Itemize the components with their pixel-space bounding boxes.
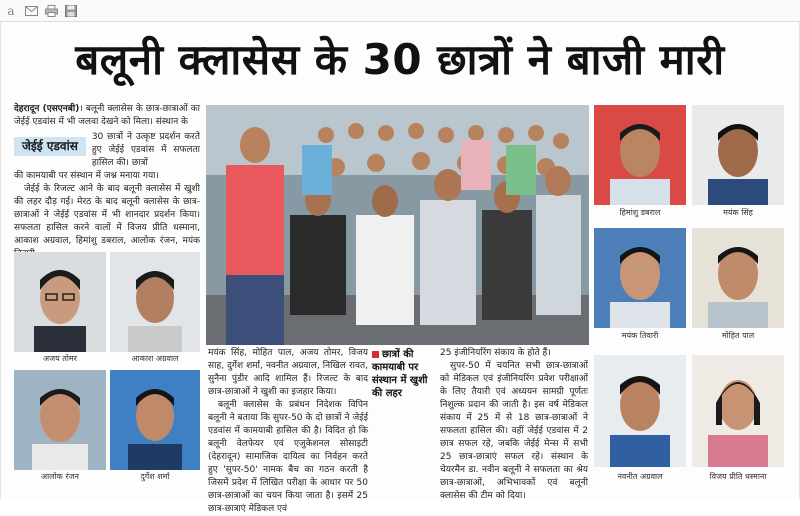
save-icon[interactable] [63,4,79,18]
photo-caption: मयंक सिंह [723,208,753,217]
portrait-photo [594,355,686,467]
dateline: देहरादून (एसएनबी) [14,104,80,114]
middle-column-text [208,347,368,516]
portrait-photo [110,370,200,470]
right-para2: सुपर-50 में चयनित सभी छात्र-छात्राओं को मेडिकल एवं इंजीनियरिंग प्रवेश परीक्षाओं के लिए तैयारी एवं अध्ययन सामग्री पूर्णतः निशुल्क प्रदान की जाती है। इस वर्ष मेडिकल संकाय में 25 में से 18 छात्र-छात्राओं ने सफलता हासिल की। वहीं जेईई एडवांस में 2 छात्र सफल रहे, जबकि जेईई मेन्स में सभी 25 छात्र-छात्राएं सफल रहे। संस्थान के चेयरमैन डा. नवीन बलूनी ने सफलता का श्रेय छात्र-छात्राओं, अभिभावकों एवं बलूनी क्लासेस की टीम को दिया। [440,361,588,501]
portrait-photo [692,355,784,467]
photo-caption: आलोक रंजन [40,472,79,481]
portrait-photo [110,252,200,352]
mail-icon[interactable] [23,4,39,18]
badge-side-text: 30 छात्रों ने उत्कृष्ट प्रदर्शन करते हुए जेईई एडवांस में सफलता हासिल की। छात्रों [91,132,200,168]
photo-caption: नवनीत अग्रवाल [617,472,663,481]
portrait-photo [594,105,686,205]
group-celebration-photo [206,105,589,345]
intro-text: । बलूनी क्लासेस के छात्र-छात्राओं का जेईई एडवांस में भी जलवा देखने को मिला। संस्थान के [14,104,200,127]
jee-advance-badge: जेईई एडवांस [14,137,86,156]
portrait-photo [14,252,106,352]
middle-para1: मयंक सिंह, मोहित पाल, अजय तोमर, विजय साह, दुर्गेश शर्मा, नवनीत अग्रवाल, निखिल रावत, सुनैना पुंडीर आदि शामिल हैं। रिजल्ट के बाद छात्र-छात्राओं ने खुशी का इजहार किया। [208,348,368,397]
photo-caption: विजय प्रीति धस्माना [709,472,767,481]
middle-para2: बलूनी क्लासेस के प्रबंधन निदेशक विपिन बलूनी ने बताया कि सुपर-50 के दो छात्रों ने जेईई एडवांस में कामयाबी हासिल की है। विदित हो कि बलूनी वेलफेयर एवं एजुकेशनल सोसाइटी (देहरादून) सामाजिक दायित्व का निर्वहन करते हुए 'सुपर-50' नामक बैच का गठन करती है जिसमें प्रदेश में लिखित परीक्षा के आधार पर 50 छात्र-छात्राओं का चयन किया जाता है। इसमें 25 छात्र-छात्राएं मेडिकल एवं [208,400,368,514]
pull-quote-text: छात्रों की कामयाबी पर संस्थान में खुशी की लहर [372,349,428,399]
right-para1: 25 इंजीनियरिंग संकाय के होते हैं। [440,348,551,358]
pull-quote [372,348,436,400]
photo-caption: आकाश अग्रवाल [131,354,179,363]
portrait-photo [594,228,686,328]
photo-caption: मोहित पाल [721,331,755,340]
photo-caption: अजय तोमर [43,354,77,363]
right-column-text [440,347,588,503]
toolbar [0,0,800,22]
portrait-photo [692,105,784,205]
portrait-photo [14,370,106,470]
portrait-photo [692,228,784,328]
headline: बलूनी क्लासेस के 30 छात्रों ने बाजी मारी [75,35,725,84]
print-icon[interactable] [43,4,59,18]
para1-tail: की कामयाबी पर संस्थान में जश्न मनाया गया। [14,171,159,181]
photo-caption: मयंक तिवारी [621,331,659,340]
text-size-icon[interactable]: a [7,3,15,18]
photo-caption: दुर्गेश शर्मा [140,472,170,481]
left-para2: जेईई के रिजल्ट आने के बाद बलूनी क्लासेस में खुशी की लहर दौड़ गई। मेरठ के बाद बलूनी क्लासेस के छात्र-छात्राओं ने जेईई एडवांस में भी शानदार प्रदर्शन किया। सफलता हासिल करने वालों में विजय प्रीति धस्माना, आकाश अग्रवाल, हिमांशु डबराल, आलोक रंजन, मयंक [14,184,200,246]
photo-caption: हिमांशु डबराल [619,208,661,217]
bullet-square-icon [372,351,379,358]
left-column-text [14,103,200,261]
